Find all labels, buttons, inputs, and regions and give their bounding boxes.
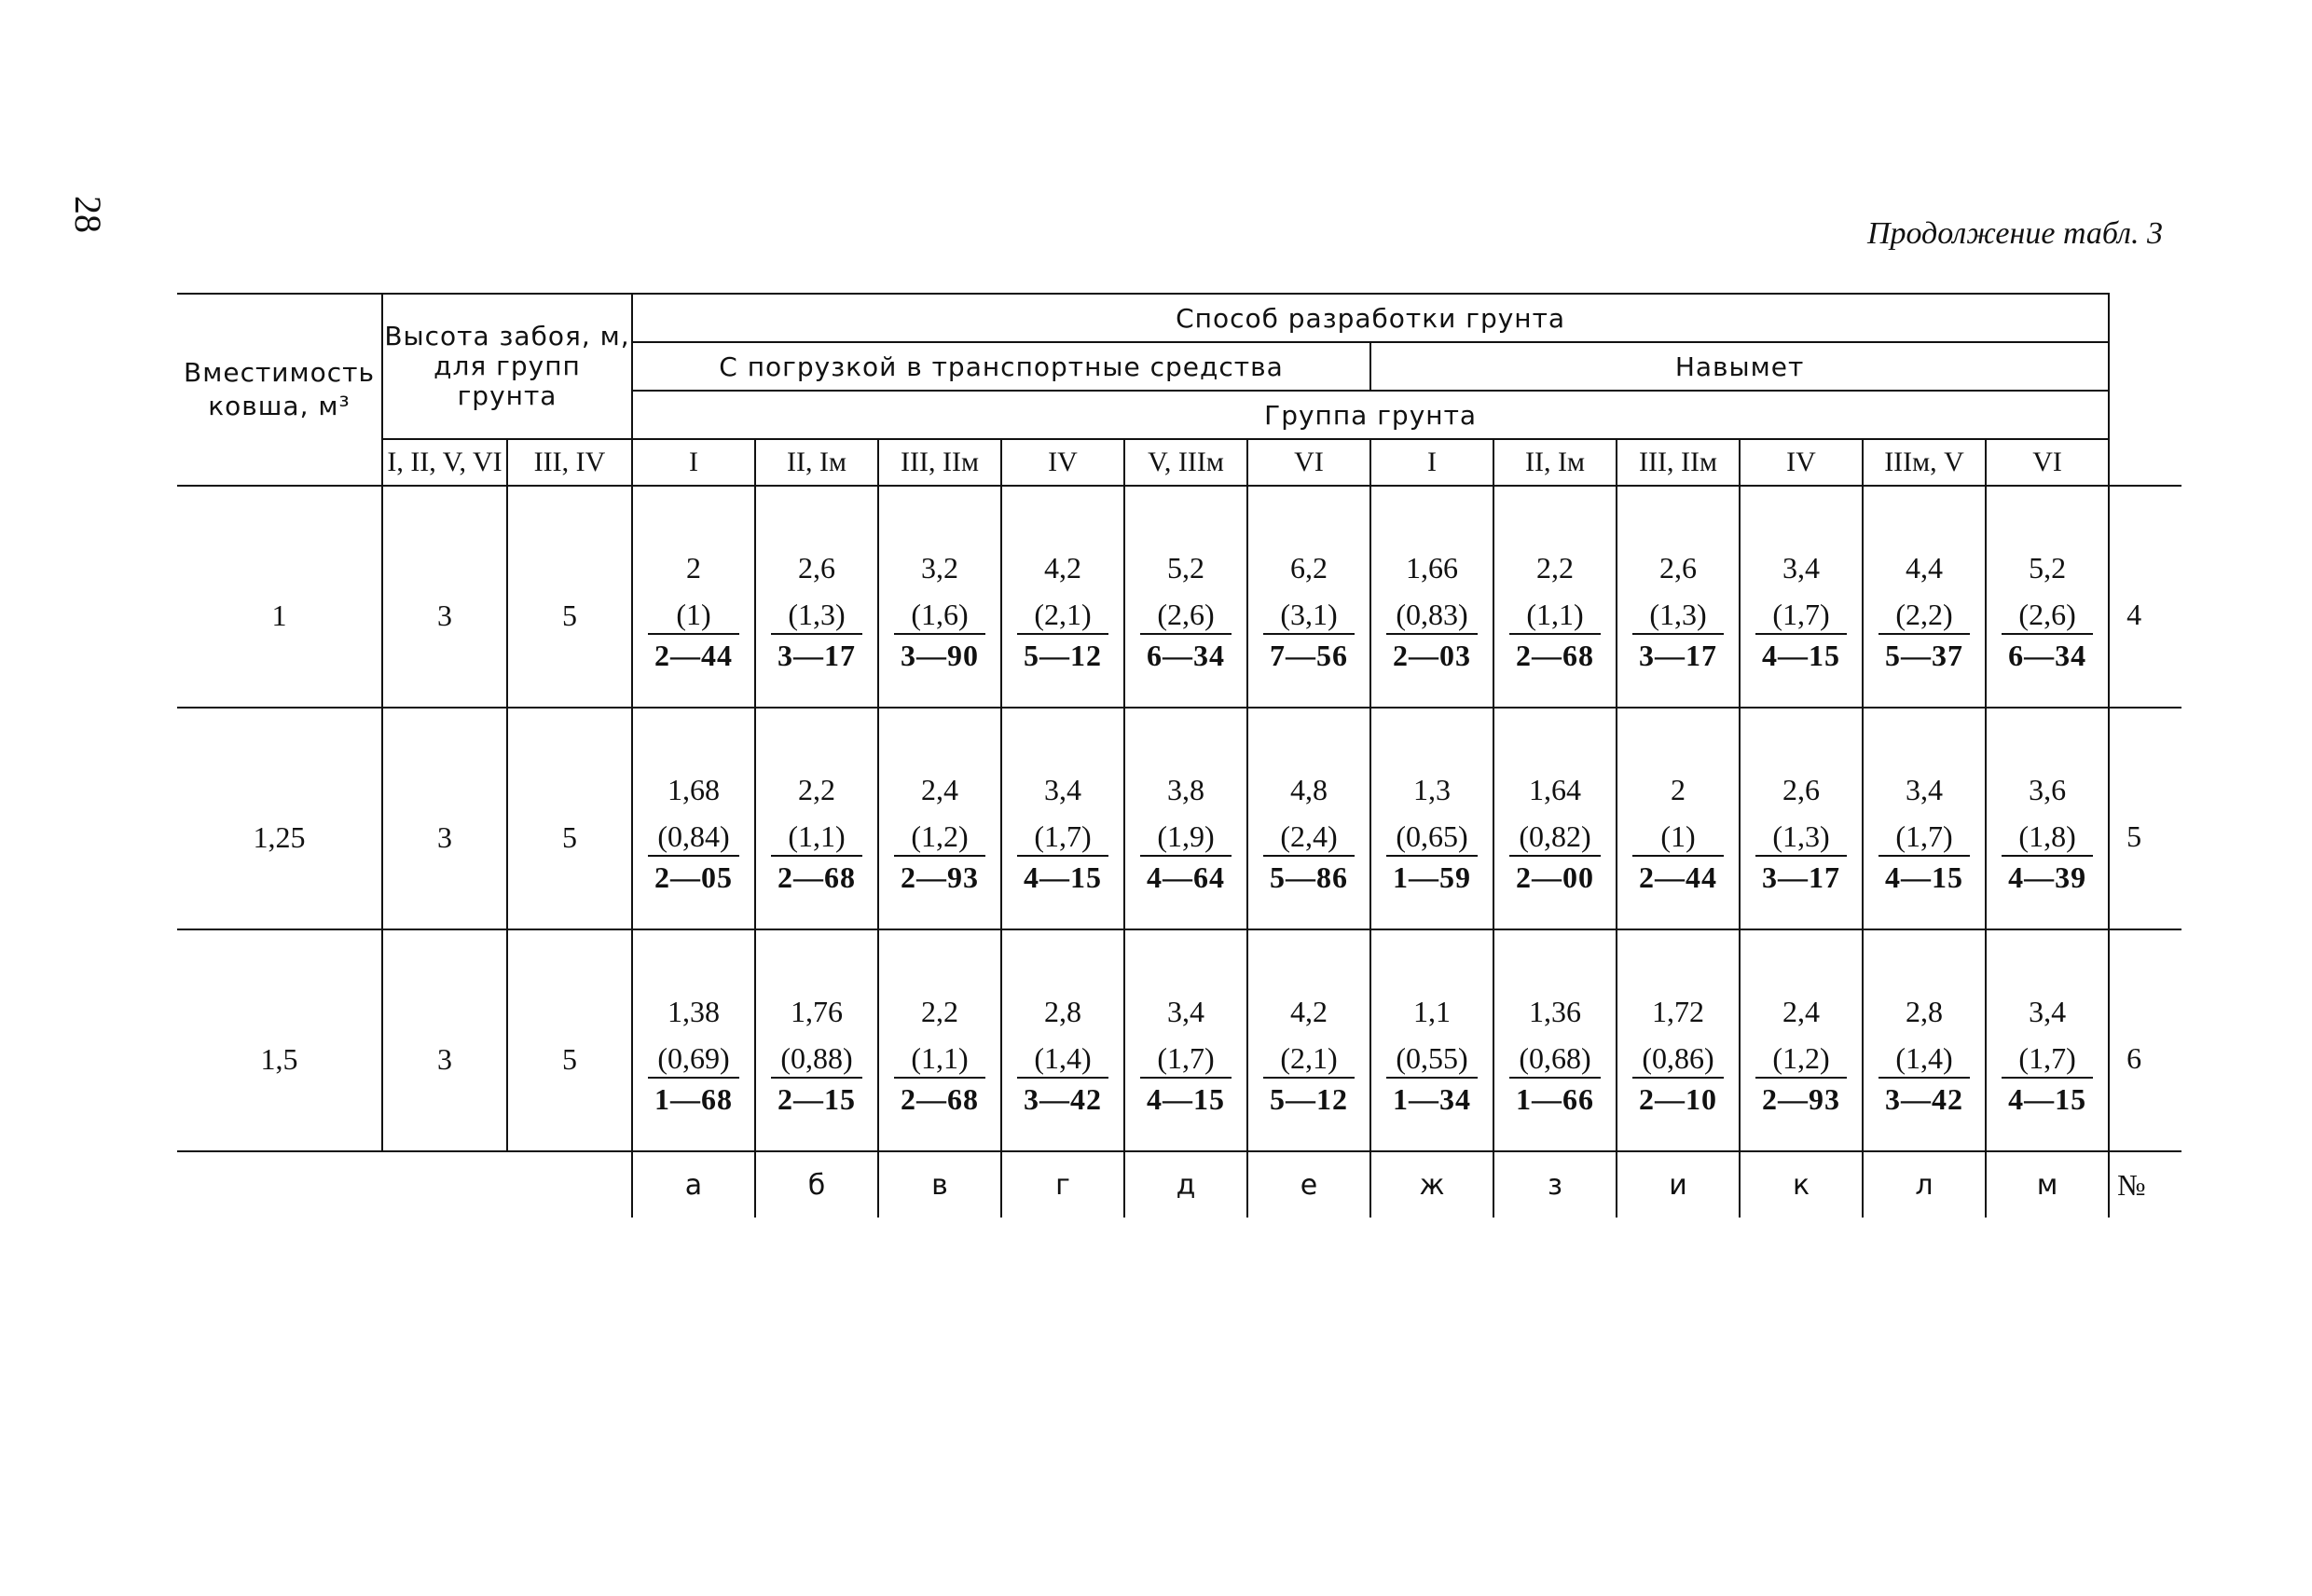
norm-value: 4,4 <box>1906 551 1943 585</box>
norm-paren-value: (1,7) <box>2002 1041 2093 1079</box>
loading-group: II, Iм <box>755 439 878 486</box>
price-value: 3—17 <box>1639 639 1717 672</box>
price-value: 3—42 <box>1024 1082 1102 1116</box>
dump-header: Навымет <box>1370 342 2109 391</box>
norm-value: 2,2 <box>798 773 835 806</box>
height-cell: 3 <box>382 708 507 929</box>
norm-value: 3,8 <box>1167 773 1204 806</box>
price-value: 2—10 <box>1639 1082 1717 1116</box>
price-value: 2—93 <box>901 860 979 894</box>
column-letter: д <box>1124 1151 1247 1218</box>
norm-cell <box>1124 486 1247 708</box>
norm-paren-value: (0,68) <box>1509 1041 1601 1079</box>
price-value: 2—44 <box>654 639 733 672</box>
norm-paren-value: (1,7) <box>1878 819 1970 857</box>
loading-group: IV <box>1001 439 1124 486</box>
norm-value: 5,2 <box>1167 551 1204 585</box>
norm-value: 3,6 <box>2029 773 2067 806</box>
method-header: Способ разработки грунта <box>632 294 2109 342</box>
price-value: 2—00 <box>1516 860 1594 894</box>
norm-value: 2 <box>686 551 701 585</box>
loading-group: V, IIIм <box>1124 439 1247 486</box>
norm-cell <box>1001 708 1124 929</box>
price-value: 1—68 <box>654 1082 733 1116</box>
norm-value: 2,2 <box>1536 551 1574 585</box>
height-cell: 5 <box>507 708 632 929</box>
price-value: 5—12 <box>1024 639 1102 672</box>
norm-value: 3,4 <box>2029 995 2067 1028</box>
height-cell: 3 <box>382 929 507 1151</box>
footer-blank <box>177 1151 382 1218</box>
number-label: № <box>2109 1151 2181 1218</box>
row-number: 4 <box>2109 486 2181 708</box>
norm-paren-value: (1,4) <box>1878 1041 1970 1079</box>
table-row <box>177 486 2181 708</box>
norm-value: 1,64 <box>1529 773 1581 806</box>
norm-cell <box>1740 486 1863 708</box>
norm-cell <box>878 929 1001 1151</box>
norm-paren-value: (0,65) <box>1386 819 1478 857</box>
norm-value: 2,6 <box>798 551 835 585</box>
norm-cell <box>755 929 878 1151</box>
norm-paren-value: (0,55) <box>1386 1041 1478 1079</box>
norm-cell <box>1493 486 1617 708</box>
price-value: 1—66 <box>1516 1082 1594 1116</box>
dump-group: III, IIм <box>1617 439 1740 486</box>
norms-table <box>177 293 2181 1218</box>
column-letter: е <box>1247 1151 1370 1218</box>
norm-value: 2 <box>1671 773 1686 806</box>
norm-paren-value: (1) <box>648 598 739 635</box>
loading-header: С погрузкой в транспортные средства <box>632 342 1370 391</box>
norm-value: 2,6 <box>1659 551 1697 585</box>
norm-cell <box>1001 929 1124 1151</box>
column-letter: з <box>1493 1151 1617 1218</box>
price-value: 2—93 <box>1762 1082 1840 1116</box>
column-letter: г <box>1001 1151 1124 1218</box>
norm-value: 2,4 <box>921 773 958 806</box>
capacity-cell: 1,5 <box>177 929 382 1151</box>
column-letters-row <box>177 1151 2181 1218</box>
column-letter: ж <box>1370 1151 1493 1218</box>
price-value: 4—39 <box>2008 860 2087 894</box>
norm-paren-value: (1,7) <box>1140 1041 1232 1079</box>
height-group-1: I, II, V, VI <box>382 439 507 486</box>
dump-group: II, Iм <box>1493 439 1617 486</box>
norm-paren-value: (0,83) <box>1386 598 1478 635</box>
norm-value: 4,2 <box>1044 551 1081 585</box>
height-header: Высота забоя, м, для групп грунта <box>382 294 632 439</box>
footer-blank <box>507 1151 632 1218</box>
norm-value: 2,8 <box>1044 995 1081 1028</box>
norm-cell <box>1493 708 1617 929</box>
norm-value: 4,8 <box>1290 773 1328 806</box>
table-body <box>177 486 2181 1151</box>
footer-blank <box>382 1151 507 1218</box>
soil-group-header: Группа грунта <box>632 391 2109 439</box>
price-value: 6—34 <box>2008 639 2087 672</box>
price-value: 1—59 <box>1393 860 1471 894</box>
loading-group: III, IIм <box>878 439 1001 486</box>
norm-cell <box>1124 929 1247 1151</box>
page-number: 28 <box>67 196 109 233</box>
norm-value: 1,1 <box>1413 995 1451 1028</box>
norm-cell <box>1247 929 1370 1151</box>
table-row <box>177 708 2181 929</box>
norm-value: 2,8 <box>1906 995 1943 1028</box>
norm-value: 2,4 <box>1782 995 1820 1028</box>
norm-value: 3,4 <box>1044 773 1081 806</box>
norm-cell <box>1247 708 1370 929</box>
norm-cell <box>1617 486 1740 708</box>
norm-paren-value: (0,88) <box>771 1041 862 1079</box>
norm-paren-value: (2,1) <box>1263 1041 1355 1079</box>
column-letter: в <box>878 1151 1001 1218</box>
norm-value: 5,2 <box>2029 551 2067 585</box>
price-value: 4—15 <box>1885 860 1963 894</box>
norm-paren-value: (1,2) <box>1755 1041 1847 1079</box>
norm-cell <box>1617 929 1740 1151</box>
norm-paren-value: (1,3) <box>1755 819 1847 857</box>
norm-value: 1,36 <box>1529 995 1581 1028</box>
table-caption: Продолжение табл. 3 <box>1866 216 2163 251</box>
price-value: 2—05 <box>654 860 733 894</box>
price-value: 4—15 <box>2008 1082 2087 1116</box>
norm-cell <box>1493 929 1617 1151</box>
norm-value: 2,6 <box>1782 773 1820 806</box>
norm-value: 6,2 <box>1290 551 1328 585</box>
norm-value: 3,4 <box>1906 773 1943 806</box>
row-number: 5 <box>2109 708 2181 929</box>
price-value: 5—37 <box>1885 639 1963 672</box>
norm-paren-value: (1,6) <box>894 598 985 635</box>
height-cell: 3 <box>382 486 507 708</box>
norm-paren-value: (0,84) <box>648 819 739 857</box>
price-value: 2—15 <box>778 1082 856 1116</box>
loading-group: I <box>632 439 755 486</box>
dump-group: I <box>1370 439 1493 486</box>
norm-paren-value: (1,3) <box>1632 598 1724 635</box>
norm-cell <box>1986 708 2109 929</box>
norm-paren-value: (1) <box>1632 819 1724 857</box>
norm-cell <box>632 486 755 708</box>
norm-value: 2,2 <box>921 995 958 1028</box>
norm-value: 3,2 <box>921 551 958 585</box>
column-letter: а <box>632 1151 755 1218</box>
price-value: 2—68 <box>1516 639 1594 672</box>
price-value: 5—86 <box>1270 860 1348 894</box>
column-letter: и <box>1617 1151 1740 1218</box>
norm-cell <box>632 929 755 1151</box>
norm-value: 3,4 <box>1782 551 1820 585</box>
norm-cell <box>1740 708 1863 929</box>
norm-cell <box>1863 486 1986 708</box>
norm-cell <box>1247 486 1370 708</box>
norm-paren-value: (1,1) <box>1509 598 1601 635</box>
norm-paren-value: (1,3) <box>771 598 862 635</box>
norm-cell <box>755 708 878 929</box>
height-cell: 5 <box>507 929 632 1151</box>
norm-cell <box>878 708 1001 929</box>
norm-cell <box>1863 929 1986 1151</box>
dump-group: IIIм, V <box>1863 439 1986 486</box>
column-letter: л <box>1863 1151 1986 1218</box>
norm-cell <box>1986 929 2109 1151</box>
norm-paren-value: (1,2) <box>894 819 985 857</box>
norm-value: 1,72 <box>1652 995 1704 1028</box>
column-letter: м <box>1986 1151 2109 1218</box>
norm-cell <box>1001 486 1124 708</box>
norm-paren-value: (1,1) <box>771 819 862 857</box>
price-value: 2—44 <box>1639 860 1717 894</box>
height-cell: 5 <box>507 486 632 708</box>
norm-paren-value: (1,9) <box>1140 819 1232 857</box>
norm-paren-value: (2,6) <box>2002 598 2093 635</box>
norm-cell <box>1124 708 1247 929</box>
norm-cell <box>1986 486 2109 708</box>
norm-paren-value: (0,69) <box>648 1041 739 1079</box>
price-value: 3—90 <box>901 639 979 672</box>
norm-paren-value: (2,1) <box>1017 598 1108 635</box>
norm-paren-value: (2,2) <box>1878 598 1970 635</box>
price-value: 3—42 <box>1885 1082 1963 1116</box>
norm-paren-value: (1,7) <box>1017 819 1108 857</box>
norm-paren-value: (1,8) <box>2002 819 2093 857</box>
norm-value: 1,3 <box>1413 773 1451 806</box>
capacity-cell: 1 <box>177 486 382 708</box>
row-number: 6 <box>2109 929 2181 1151</box>
norm-value: 1,38 <box>667 995 720 1028</box>
norm-cell <box>878 486 1001 708</box>
price-value: 1—34 <box>1393 1082 1471 1116</box>
dump-group: IV <box>1740 439 1863 486</box>
norm-cell <box>755 486 878 708</box>
norm-paren-value: (2,6) <box>1140 598 1232 635</box>
price-value: 7—56 <box>1270 639 1348 672</box>
price-value: 4—15 <box>1762 639 1840 672</box>
norm-cell <box>1617 708 1740 929</box>
dump-group: VI <box>1986 439 2109 486</box>
price-value: 4—15 <box>1024 860 1102 894</box>
column-letter: к <box>1740 1151 1863 1218</box>
price-value: 2—68 <box>901 1082 979 1116</box>
norm-value: 3,4 <box>1167 995 1204 1028</box>
norm-paren-value: (1,4) <box>1017 1041 1108 1079</box>
price-value: 5—12 <box>1270 1082 1348 1116</box>
table-row <box>177 929 2181 1151</box>
norm-cell <box>1863 708 1986 929</box>
capacity-cell: 1,25 <box>177 708 382 929</box>
capacity-header: Вместимость ковша, м³ <box>177 294 382 486</box>
norm-paren-value: (3,1) <box>1263 598 1355 635</box>
price-value: 4—64 <box>1147 860 1225 894</box>
norm-value: 1,68 <box>667 773 720 806</box>
height-group-2: III, IV <box>507 439 632 486</box>
norm-cell <box>1370 486 1493 708</box>
norm-paren-value: (0,86) <box>1632 1041 1724 1079</box>
norm-value: 1,66 <box>1406 551 1458 585</box>
norm-value: 4,2 <box>1290 995 1328 1028</box>
loading-group: VI <box>1247 439 1370 486</box>
norm-paren-value: (1,1) <box>894 1041 985 1079</box>
norm-cell <box>1740 929 1863 1151</box>
column-letter: б <box>755 1151 878 1218</box>
price-value: 4—15 <box>1147 1082 1225 1116</box>
price-value: 3—17 <box>1762 860 1840 894</box>
norm-cell <box>1370 929 1493 1151</box>
norm-cell <box>632 708 755 929</box>
price-value: 6—34 <box>1147 639 1225 672</box>
norm-paren-value: (2,4) <box>1263 819 1355 857</box>
norm-value: 1,76 <box>791 995 843 1028</box>
norm-paren-value: (1,7) <box>1755 598 1847 635</box>
norm-cell <box>1370 708 1493 929</box>
price-value: 3—17 <box>778 639 856 672</box>
row-number-header <box>2109 294 2181 486</box>
price-value: 2—68 <box>778 860 856 894</box>
price-value: 2—03 <box>1393 639 1471 672</box>
norm-paren-value: (0,82) <box>1509 819 1601 857</box>
